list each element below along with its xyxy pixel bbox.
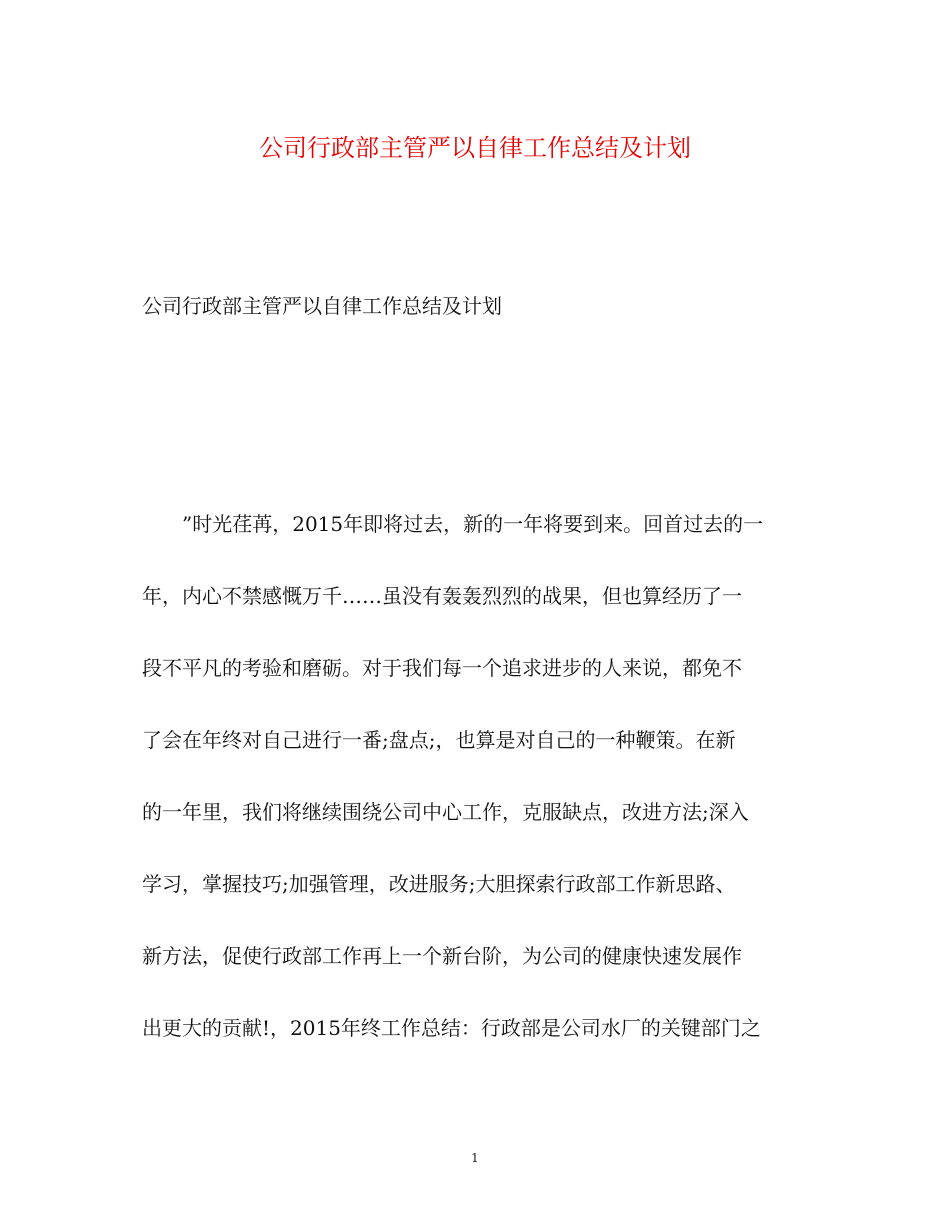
body-line: 段不平凡的考验和磨砺。对于我们每一个追求进步的人来说，都免不 — [142, 656, 742, 680]
body-line: 了会在年终对自己进行一番;盘点;，也算是对自己的一种鞭策。在新 — [142, 728, 736, 752]
body-line: 新方法，促使行政部工作再上一个新台阶，为公司的健康快速发展作 — [142, 944, 742, 968]
page-number: 1 — [471, 1151, 479, 1165]
body-line: 的一年里，我们将继续围绕公司中心工作，克服缺点，改进方法;深入 — [142, 800, 749, 824]
body-line: 年，内心不禁感慨万千……虽没有轰轰烈烈的战果，但也算经历了一 — [142, 584, 742, 608]
body-line: 学习，掌握技巧;加强管理，改进服务;大胆探索行政部工作新思路、 — [142, 872, 736, 896]
page-title: 公司行政部主管严以自律工作总结及计划 — [259, 134, 691, 162]
body-line: 出更大的贡献!，2015年终工作总结：行政部是公司水厂的关键部门之 — [142, 1016, 761, 1040]
document-subtitle: 公司行政部主管严以自律工作总结及计划 — [142, 294, 502, 318]
body-line: ”时光荏苒，2015年即将过去，新的一年将要到来。回首过去的一 — [142, 512, 764, 536]
